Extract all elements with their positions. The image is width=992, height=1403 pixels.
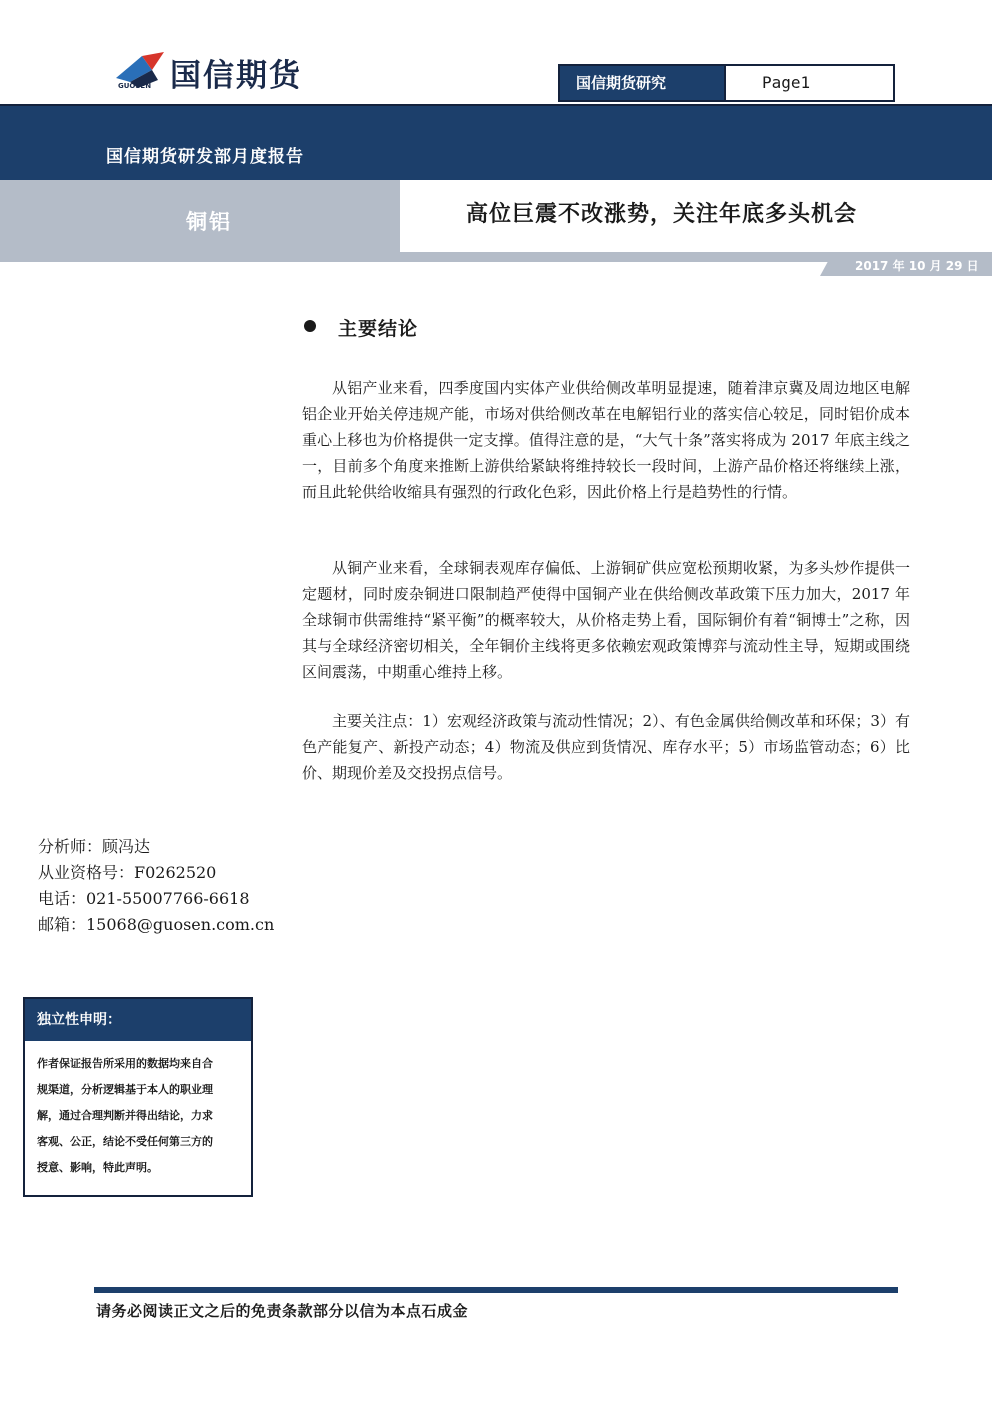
paragraph-focus-points: 主要关注点：1）宏观经济政策与流动性情况；2）、有色金属供给侧改革和环保；3）有色产能复产、新投产动态；4）物流及供应到货情况、库存水平；5）市场监管动态；6）比价、期现价差及交投拐点信号。 [302, 712, 910, 782]
research-tag: 国信期货研究 [560, 66, 726, 100]
section-heading: 主要结论 [338, 318, 419, 340]
report-date: 2017 年 10 月 29 日 [855, 259, 979, 273]
heading-bullet-icon [304, 320, 316, 332]
logo-name-en: GUOSEN [118, 82, 152, 90]
analyst-name: 分析师：顾冯达 [38, 837, 151, 856]
page-number: Page1 [762, 73, 811, 92]
independence-body [37, 1051, 243, 1181]
footer-disclaimer: 请务必阅读正文之后的免责条款部分以信为本点石成金 [96, 1302, 469, 1320]
paragraph-copper: 从铜产业来看，全球铜表观库存偏低、上游铜矿供应宽松预期收紧，为多头炒作提供一定题材，同时废杂铜进口限制趋严使得中国铜产业在供给侧改革政策下压力加大，2017 年全球铜市供需维持“紧平衡”的概率较大，从价格走势上看，国际铜价有着“铜博士”之称，因其与全球经济密切相关，全年铜价主线将更多依赖宏观政策博弈与流动性主导，短期或围绕区间震荡，中期重心维持上移。 [302, 559, 910, 681]
independence-line: 规渠道，分析逻辑基于本人的职业理 [37, 1083, 213, 1096]
footer-rule [94, 1287, 898, 1293]
report-banner [0, 104, 992, 180]
banner-title: 国信期货研发部月度报告 [106, 147, 304, 167]
logo-name-cn: 国信期货 [170, 58, 302, 94]
independence-title: 独立性申明： [25, 999, 251, 1041]
independence-line: 授意、影响，特此声明。 [37, 1161, 158, 1174]
paragraph-aluminum: 从铝产业来看，四季度国内实体产业供给侧改革明显提速，随着津京冀及周边地区电解铝企业开始关停违规产能，市场对供给侧改革在电解铝行业的落实信心较足，同时铝价成本重心上移也为价格提供一定支撑。值得注意的是，“大气十条”落实将成为 2017 年底主线之一，目前多个角度来推断上游供给紧缺将维持较长一段时间，上游产品价格还将继续上涨，而且此轮供给收缩具有强烈的行政化色彩，因此价格上行是趋势性的行情。 [302, 379, 910, 501]
analyst-license: 从业资格号：F0262520 [38, 863, 217, 882]
analyst-phone: 电话：021-55007766-6618 [38, 889, 250, 908]
analyst-email: 邮箱：15068@guosen.com.cn [38, 915, 275, 934]
header-tag-box [558, 64, 895, 102]
independence-statement-box [23, 997, 253, 1197]
sector-label: 铜铝 [186, 209, 232, 234]
independence-line: 解，通过合理判断并得出结论，力求 [37, 1109, 213, 1122]
guosen-logo [112, 48, 352, 94]
independence-line: 作者保证报告所采用的数据均来自合 [37, 1057, 213, 1070]
analyst-info [38, 834, 274, 938]
independence-line: 客观、公正，结论不受任何第三方的 [37, 1135, 213, 1148]
report-title: 高位巨震不改涨势，关注年底多头机会 [466, 201, 858, 227]
